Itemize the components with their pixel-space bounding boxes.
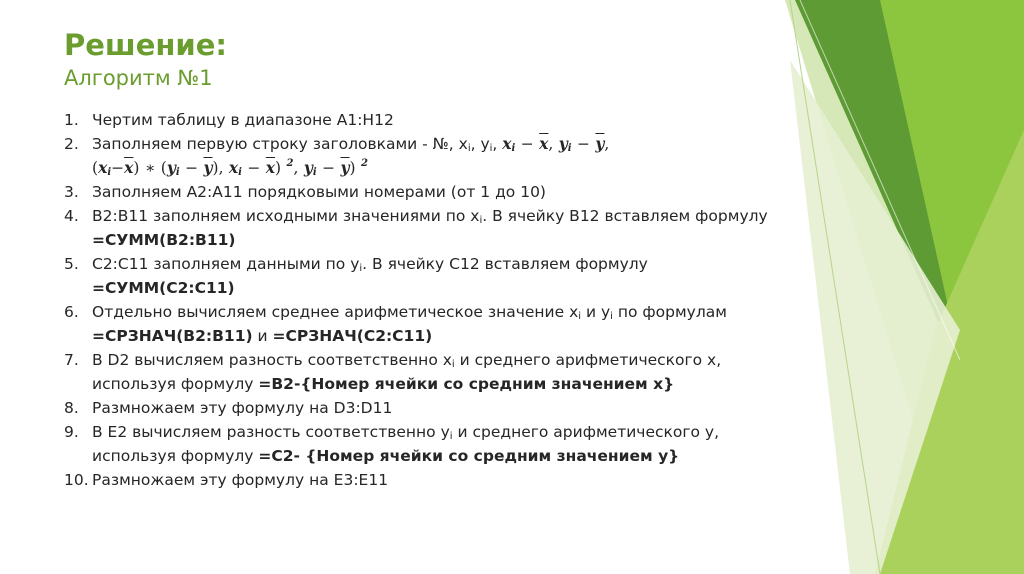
- formula-sum-b: =СУММ(B2:B11): [92, 231, 236, 249]
- list-item: 9. В E2 вычисляем разность соответственно $y_i$ и среднего арифметического y, используя формулу =C2- {Номер ячейки со средним значением y}: [64, 420, 784, 468]
- step-text: Размножаем эту формулу на D3:D11: [92, 399, 393, 417]
- step-number: 2.: [64, 135, 79, 153]
- step-text: Отдельно вычисляем среднее арифметическое значение x: [92, 303, 579, 321]
- formula-average-b: =СРЗНАЧ(B2:B11): [92, 327, 253, 345]
- slide-title: Решение:: [64, 28, 228, 62]
- step-number: 10.: [64, 471, 89, 489]
- math-formula-headers: $x_i - \overline{x}$, $y_i - \overline{y}$, $(x_i-\overline{x})$ ∗ $(y_i - \overline{y})$, $x_i - \overline{x}$) $^2$, $y_i - \overline{y}$) $^2$: [92, 134, 610, 178]
- step-text: Чертим таблицу в диапазоне А1:H12: [92, 111, 394, 129]
- list-item: 5. C2:C11 заполняем данными по $y_i$. В ячейку C12 вставляем формулу =СУММ(C2:C11): [64, 252, 784, 300]
- step-text: C2:C11 заполняем данными по y: [92, 255, 360, 273]
- formula-sum-c: =СУММ(C2:C11): [92, 279, 235, 297]
- step-number: 6.: [64, 303, 79, 321]
- list-item: [64, 468, 784, 492]
- step-text: В D2 вычисляем разность соответственно x: [92, 351, 452, 369]
- step-number: 5.: [64, 255, 79, 273]
- list-item: 7. В D2 вычисляем разность соответственно $x_i$ и среднего арифметического x, используя формулу =B2-{Номер ячейки со средним значением x}: [64, 348, 784, 396]
- step-text: В E2 вычисляем разность соответственно y: [92, 423, 450, 441]
- formula-diff-y: =C2- {Номер ячейки со средним значением y}: [258, 447, 680, 465]
- step-number: 7.: [64, 351, 79, 369]
- list-item: 2. Заполняем первую строку заголовками - №, $x_i$, $y_i$, $x_i - \overline{x}$, $y_i - \overline{y}$, $(x_i-\overline{x})$ ∗ $(y_i - \overline{y})$, $x_i - \overline{x}$) $^2$, $y_i - \overline{y}$) $^2$: [64, 134, 610, 178]
- slide-subtitle: Алгоритм №1: [64, 66, 213, 90]
- algorithm-steps: [64, 108, 784, 492]
- list-item: 6. Отдельно вычисляем среднее арифметическое значение $x_i$ и $y_i$ по формулам =СРЗНАЧ(B2:B11) и =СРЗНАЧ(C2:C11): [64, 300, 784, 348]
- step-text: Заполняем первую строку заголовками - №, x: [92, 135, 468, 153]
- list-item: [64, 108, 784, 132]
- step-text: B2:B11 заполняем исходными значениями по x: [92, 207, 480, 225]
- list-item: 4. B2:B11 заполняем исходными значениями по $x_i$. В ячейку B12 вставляем формулу =СУММ(B2:B11): [64, 204, 784, 252]
- list-item: [64, 396, 784, 420]
- step-text: Размножаем эту формулу на E3:E11: [92, 471, 389, 489]
- step-number: 9.: [64, 423, 79, 441]
- step-text: Заполняем А2:А11 порядковыми номерами (от 1 до 10): [92, 183, 546, 201]
- step-number: 4.: [64, 207, 79, 225]
- step-number: 3.: [64, 183, 79, 201]
- step-number: 8.: [64, 399, 79, 417]
- formula-diff-x: =B2-{Номер ячейки со средним значением x}: [258, 375, 675, 393]
- list-item: [64, 180, 784, 204]
- step-number: 1.: [64, 111, 79, 129]
- formula-average-c: =СРЗНАЧ(C2:C11): [272, 327, 433, 345]
